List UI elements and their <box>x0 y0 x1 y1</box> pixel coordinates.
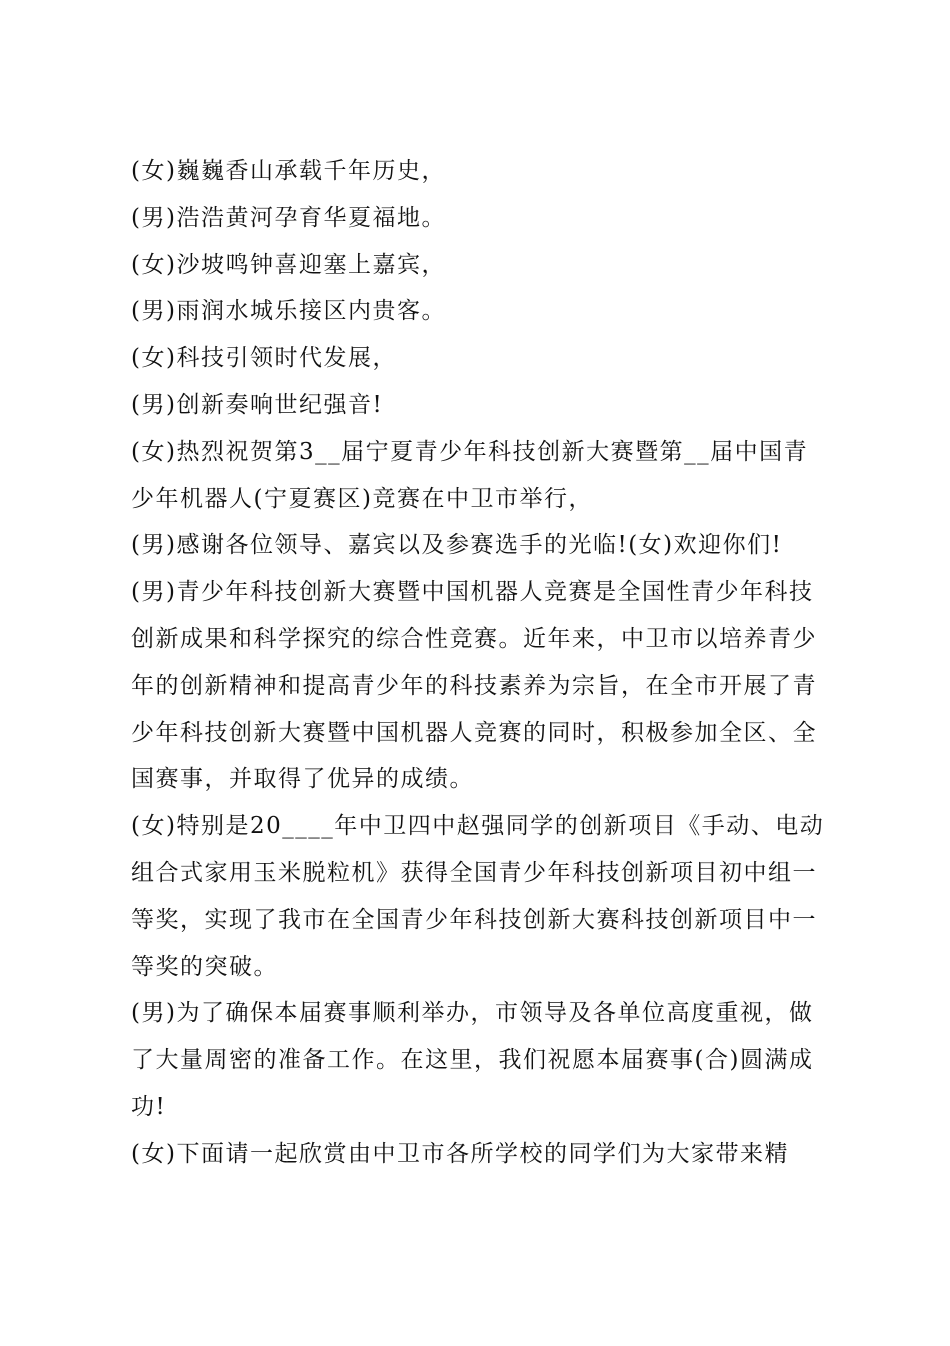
paragraph-9: (男)青少年科技创新大赛暨中国机器人竞赛是全国性青少年科技创新成果和科学探究的综合性竞赛。近年来，中卫市以培养青少年的创新精神和提高青少年的科技素养为宗旨，在全市开展了青少年科技创新大赛暨中国机器人竞赛的同时，积极参加全区、全国赛事，并取得了优异的成绩。 <box>131 579 817 793</box>
paragraph-12: (女)下面请一起欣赏由中卫市各所学校的同学们为大家带来精 <box>131 1140 789 1167</box>
paragraph-1: (女)巍巍香山承载千年历史， <box>131 158 446 184</box>
paragraph-7: (女)热烈祝贺第3__届宁夏青少年科技创新大赛暨第__届中国青少年机器人(宁夏赛区)竞赛在中卫市举行， <box>131 438 809 512</box>
paragraph-11: (男)为了确保本届赛事顺利举办，市领导及各单位高度重视，做了大量周密的准备工作。在这里，我们祝愿本届赛事(合)圆满成功! <box>131 1000 814 1120</box>
paragraph-2: (男)浩浩黄河孕育华夏福地。 <box>131 204 446 231</box>
paragraph-8: (男)感谢各位领导、嘉宾以及参赛选手的光临!(女)欢迎你们! <box>131 532 783 559</box>
paragraph-3: (女)沙坡鸣钟喜迎塞上嘉宾， <box>131 251 446 278</box>
paragraph-10: (女)特别是20____年中卫四中赵强同学的创新项目《手动、电动组合式家用玉米脱粒机》获得全国青少年科技创新项目初中组一等奖，实现了我市在全国青少年科技创新大赛科技创新项目中一等奖的突破。 <box>131 813 825 980</box>
paragraph-5: (女)科技引领时代发展， <box>131 345 397 372</box>
paragraph-6: (男)创新奏响世纪强音! <box>131 391 384 418</box>
paragraph-4: (男)雨润水城乐接区内贵客。 <box>131 298 446 325</box>
document-body <box>131 148 831 1178</box>
